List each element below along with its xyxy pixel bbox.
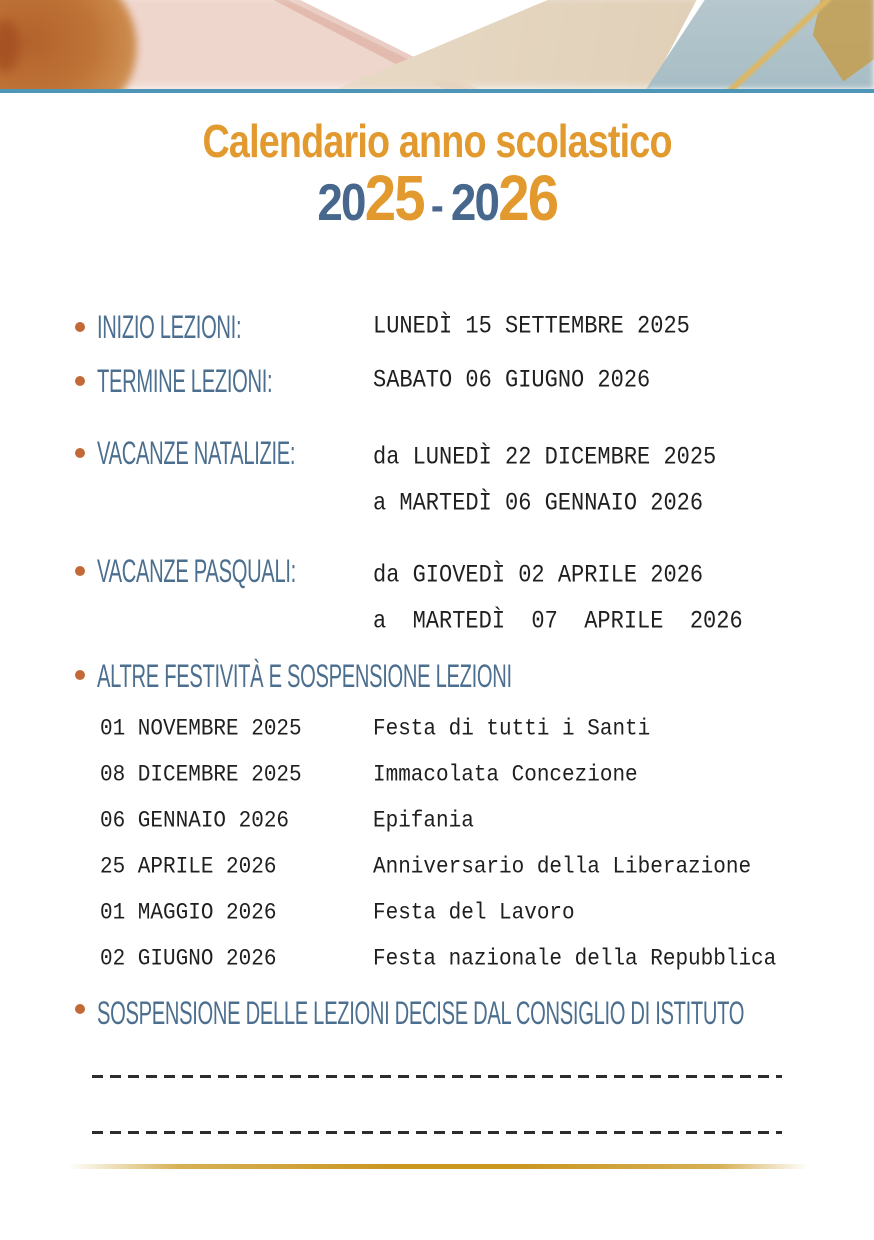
holiday-name: Festa nazionale della Repubblica bbox=[373, 946, 777, 973]
suspension-heading: SOSPENSIONE DELLE LEZIONI DECISE DAL CONSIGLIO DI ISTITUTO bbox=[97, 995, 745, 1031]
suspension-section bbox=[0, 991, 874, 1035]
holiday-name: Epifania bbox=[373, 808, 474, 835]
holiday-date: 06 GENNAIO 2026 bbox=[100, 808, 290, 835]
holidays-heading-row bbox=[75, 657, 874, 695]
holiday-row bbox=[75, 937, 874, 983]
footer-gold-bar bbox=[68, 1164, 808, 1169]
holiday-date: 02 GIUGNO 2026 bbox=[100, 946, 277, 973]
bullet-icon bbox=[75, 670, 85, 680]
bullet-icon bbox=[75, 376, 85, 386]
holiday-date: 01 MAGGIO 2026 bbox=[100, 900, 277, 927]
schedule-label: INIZIO LEZIONI: bbox=[97, 309, 242, 345]
write-in-line bbox=[92, 1131, 782, 1134]
holiday-name: Anniversario della Liberazione bbox=[373, 854, 752, 881]
bullet-icon bbox=[75, 1004, 85, 1014]
content-area bbox=[0, 93, 874, 1169]
school-year-title bbox=[0, 162, 874, 247]
holiday-name: Immacolata Concezione bbox=[373, 762, 638, 789]
holiday-row bbox=[75, 753, 874, 799]
holiday-date: 08 DICEMBRE 2025 bbox=[100, 762, 302, 789]
bullet-icon bbox=[75, 566, 85, 576]
holiday-name: Festa del Lavoro bbox=[373, 900, 575, 927]
schedule-value: da LUNEDÌ 22 DICEMBRE 2025 bbox=[373, 443, 717, 472]
holiday-date: 01 NOVEMBRE 2025 bbox=[100, 716, 302, 743]
holiday-row bbox=[75, 799, 874, 845]
page-title bbox=[0, 115, 874, 167]
schedule-label: VACANZE PASQUALI: bbox=[97, 553, 296, 589]
bullet-icon bbox=[75, 322, 85, 332]
schedule-row-termine bbox=[75, 363, 874, 399]
schedule-row-pasquali bbox=[75, 553, 874, 645]
holiday-row bbox=[75, 845, 874, 891]
year-part-1: 20 bbox=[317, 174, 365, 232]
holiday-name: Festa di tutti i Santi bbox=[373, 716, 651, 743]
year-part-4: 26 bbox=[497, 162, 557, 234]
holiday-row bbox=[75, 707, 874, 753]
schedule-value: SABATO 06 GIUGNO 2026 bbox=[373, 366, 651, 395]
holiday-date: 25 APRILE 2026 bbox=[100, 854, 277, 881]
schedule-list bbox=[0, 309, 874, 695]
holidays-table bbox=[0, 707, 874, 983]
year-part-3: 20 bbox=[450, 174, 498, 232]
watercolor-header bbox=[0, 0, 874, 89]
schedule-label: VACANZE NATALIZIE: bbox=[97, 435, 296, 471]
schedule-label: TERMINE LEZIONI: bbox=[97, 363, 273, 399]
year-separator: - bbox=[430, 181, 444, 230]
schedule-value: a MARTEDÌ 06 GENNAIO 2026 bbox=[373, 489, 704, 518]
page-title-text: Calendario anno scolastico bbox=[202, 115, 672, 167]
bullet-icon bbox=[75, 448, 85, 458]
schedule-row-natalizie bbox=[75, 435, 874, 527]
schedule-value: da GIOVEDÌ 02 APRILE 2026 bbox=[373, 561, 704, 590]
holidays-heading: ALTRE FESTIVITÀ E SOSPENSIONE LEZIONI bbox=[97, 658, 512, 694]
write-in-line bbox=[92, 1075, 782, 1078]
suspension-heading-row bbox=[75, 991, 874, 1035]
year-part-2: 25 bbox=[364, 162, 424, 234]
orange-watercolor-blob bbox=[0, 0, 137, 89]
holiday-row bbox=[75, 891, 874, 937]
schedule-value: LUNEDÌ 15 SETTEMBRE 2025 bbox=[373, 312, 690, 341]
schedule-value: a MARTEDÌ 07 APRILE 2026 bbox=[373, 607, 743, 636]
schedule-row-inizio bbox=[75, 309, 874, 345]
